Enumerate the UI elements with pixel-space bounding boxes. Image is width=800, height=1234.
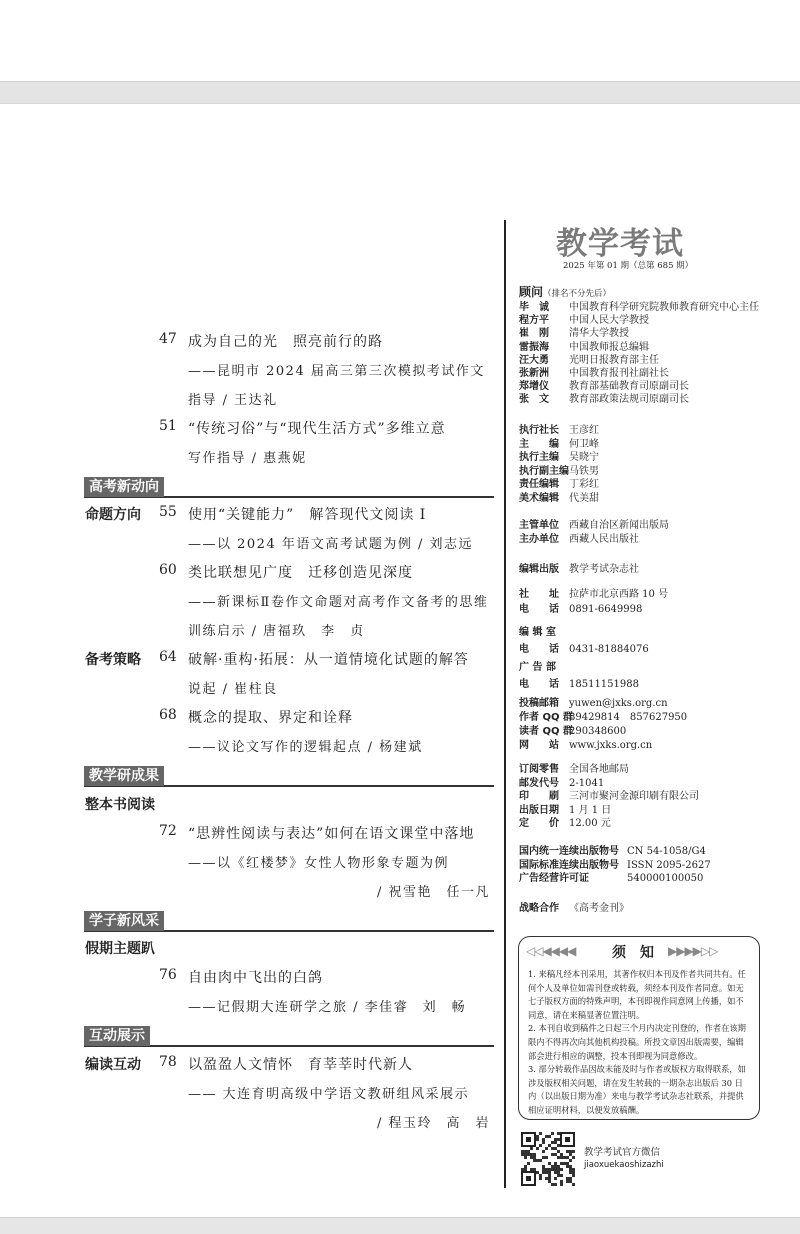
ad-tel: 18511151988 bbox=[569, 678, 639, 690]
column-divider bbox=[504, 220, 506, 1188]
advisor-label: 毕 诚 bbox=[519, 302, 549, 313]
notice-text bbox=[528, 968, 750, 1118]
contact-value: 290348600 bbox=[569, 726, 627, 737]
sponsor-row bbox=[519, 516, 669, 530]
article-author: 训练启示 / 唐福玖 李 贞 bbox=[188, 624, 365, 639]
staff-row bbox=[519, 475, 599, 489]
advisor-label: 汪大勇 bbox=[519, 354, 549, 366]
address-value: 0891-6649998 bbox=[569, 603, 643, 615]
article-title[interactable]: 类比联想见广度 迁移创造见深度 bbox=[188, 565, 413, 581]
address-label: 社 址 bbox=[519, 589, 559, 600]
advisor-row bbox=[519, 311, 789, 327]
distribution-label: 印 刷 bbox=[519, 791, 559, 803]
address-row bbox=[519, 585, 668, 600]
article-title[interactable]: 概念的提取、界定和诠释 bbox=[188, 710, 353, 726]
sponsor-label: 主管单位 bbox=[519, 520, 559, 531]
address-value: 拉萨市北京西路 10 号 bbox=[569, 589, 669, 600]
registration-label: 广告经营许可证 bbox=[519, 873, 589, 885]
publisher-value: 教学考试杂志社 bbox=[569, 564, 639, 575]
sponsor-row bbox=[519, 530, 669, 544]
distribution-row bbox=[519, 774, 699, 788]
distribution-row bbox=[519, 801, 699, 815]
address-list bbox=[519, 585, 668, 614]
category-label: 整本书阅读 bbox=[85, 797, 155, 813]
distribution-row bbox=[519, 814, 699, 828]
distribution-label: 订阅零售 bbox=[519, 764, 559, 775]
advisor-label: 郑增仪 bbox=[519, 381, 549, 393]
distribution-label: 邮发代号 bbox=[519, 777, 559, 789]
article-subtitle: ——记假期大连研学之旅 / 李佳睿 刘 畅 bbox=[188, 1000, 467, 1015]
staff-label: 美术编辑 bbox=[519, 492, 559, 504]
advisor-label: 程方平 bbox=[519, 315, 549, 327]
address-label: 电 话 bbox=[519, 603, 559, 615]
contact-label: 读者 QQ 群 bbox=[519, 726, 573, 737]
publisher-row bbox=[519, 557, 639, 576]
advisor-label: 张 文 bbox=[519, 394, 549, 406]
sponsor-label: 主办单位 bbox=[519, 533, 559, 545]
advisor-value: 中国教师报总编辑 bbox=[569, 341, 649, 353]
category-label: 编读互动 bbox=[85, 1057, 141, 1073]
section-header bbox=[84, 765, 494, 787]
registration-row bbox=[519, 842, 711, 856]
registration-row bbox=[519, 856, 711, 870]
advisor-row bbox=[519, 298, 789, 311]
left-arrows-decoration: ◁◁◀◀◀◀ bbox=[526, 944, 576, 958]
staff-row bbox=[519, 489, 599, 503]
advisor-row bbox=[519, 390, 789, 406]
page-number: 51 bbox=[159, 418, 177, 434]
staff-label: 责任编辑 bbox=[519, 479, 559, 491]
article-author: 说起 / 崔柱良 bbox=[188, 682, 278, 697]
contact-label: 网 站 bbox=[519, 740, 559, 751]
issue-number: 2025 年第 01 期（总第 685 期） bbox=[563, 261, 694, 271]
sponsor-value: 西藏人民出版社 bbox=[569, 533, 639, 545]
section-title: 高考新动向 bbox=[84, 477, 164, 497]
article-subtitle: —— 大连育明高级中学语文教研组风采展示 bbox=[188, 1087, 470, 1102]
article-title[interactable]: 使用“关键能力” 解答现代文阅读 I bbox=[188, 507, 427, 523]
contact-list bbox=[519, 694, 687, 750]
notice-title: 须 知 bbox=[612, 945, 654, 961]
advisor-value: 中国人民大学教授 bbox=[569, 315, 649, 327]
staff-label: 执行社长 bbox=[519, 425, 559, 436]
page-number: 78 bbox=[159, 1054, 177, 1070]
notice-item: 2. 本刊自收到稿件之日起三个月内决定刊登的，作者在该期限内不得再次向其他机构投稿。所投文章因出版需要，编辑部会进行相应的调整，投本刊即视为同意修改。 bbox=[528, 1023, 746, 1061]
office-tel-label: 电 话 bbox=[519, 643, 559, 655]
staff-value: 何卫峰 bbox=[569, 438, 599, 450]
advisor-label: 张新洲 bbox=[519, 367, 549, 379]
article-author: / 祝雪艳 任一凡 bbox=[376, 885, 490, 900]
article-subtitle: ——新课标Ⅱ卷作文命题对高考作文备考的思维 bbox=[188, 595, 489, 610]
top-toolbar-strip bbox=[0, 81, 800, 104]
partner-label: 战略合作 bbox=[519, 903, 559, 914]
contact-value: yuwen@jxks.org.cn bbox=[569, 698, 668, 709]
wechat-label: 教学考试官方微信 bbox=[584, 1147, 661, 1158]
section-title: 互动展示 bbox=[84, 1026, 150, 1046]
staff-row bbox=[519, 462, 599, 476]
section-header bbox=[84, 910, 494, 932]
distribution-list bbox=[519, 760, 699, 828]
staff-value: 王彦红 bbox=[569, 425, 599, 436]
advisor-value: 中国教育科学研究院教师教育研究中心主任 bbox=[569, 302, 759, 313]
staff-row bbox=[519, 435, 599, 449]
staff-value: 丁彩红 bbox=[569, 479, 599, 491]
registration-value: ISSN 2095-2627 bbox=[627, 859, 711, 871]
registration-value: CN 54-1058/G4 bbox=[627, 846, 706, 857]
sponsor-list bbox=[519, 516, 669, 543]
bottom-toolbar-strip bbox=[0, 1217, 800, 1234]
contact-value: 89429814 857627950 bbox=[569, 712, 688, 723]
staff-value: 代美甜 bbox=[569, 492, 599, 504]
article-title[interactable]: 自由肉中飞出的白鸽 bbox=[188, 970, 323, 986]
wechat-id: jiaoxuekaoshizazhi bbox=[584, 1160, 664, 1170]
article-subtitle: ——以 2024 年语文高考试题为例 / 刘志远 bbox=[188, 537, 473, 552]
distribution-value: 12.00 元 bbox=[569, 818, 611, 830]
contact-row bbox=[519, 722, 687, 736]
page-number: 55 bbox=[159, 504, 177, 520]
staff-value: 吴晓宁 bbox=[569, 452, 599, 464]
advisor-value: 教育部政策法规司原副司长 bbox=[569, 394, 689, 406]
page-number: 47 bbox=[159, 331, 177, 347]
advisor-row bbox=[519, 324, 789, 340]
contact-label: 作者 QQ 群 bbox=[519, 712, 573, 723]
contact-row bbox=[519, 708, 687, 722]
office-contacts bbox=[519, 626, 649, 691]
contact-row bbox=[519, 736, 687, 750]
distribution-label: 定 价 bbox=[519, 818, 559, 830]
article-author: 指导 / 王达礼 bbox=[188, 393, 278, 408]
wechat-qr-code[interactable] bbox=[521, 1132, 575, 1186]
section-title: 教学研成果 bbox=[84, 766, 164, 786]
advisor-label: 崔 刚 bbox=[519, 328, 549, 340]
office-tel: 0431-81884076 bbox=[569, 643, 649, 655]
registration-numbers bbox=[519, 842, 711, 883]
partner-row bbox=[519, 896, 629, 915]
page-number: 72 bbox=[159, 823, 177, 839]
article-title[interactable]: 破解·重构·拓展：从一道情境化试题的解答 bbox=[188, 652, 469, 668]
distribution-row bbox=[519, 787, 699, 801]
article-title[interactable]: “传统习俗”与“现代生活方式”多维立意 bbox=[188, 421, 446, 437]
page-number: 68 bbox=[159, 707, 177, 723]
magazine-logo: 教学考试 bbox=[556, 226, 684, 262]
distribution-label: 出版日期 bbox=[519, 804, 559, 816]
notice-item: 1. 来稿凡经本刊采用，其著作权归本刊及作者共同共有。任何个人及单位如需刊登或转载，须经本刊及作者同意。如无七子版权方面的特殊声明，本刊即视作同意网上传播，如不同意，请在来稿显著位置注明。 bbox=[528, 969, 746, 1020]
address-row bbox=[519, 600, 668, 615]
contact-row bbox=[519, 694, 687, 708]
page-number: 60 bbox=[159, 562, 177, 578]
distribution-value: 三河市聚河金源印刷有限公司 bbox=[569, 791, 699, 803]
distribution-value: 2-1041 bbox=[569, 777, 605, 789]
page-number: 76 bbox=[159, 967, 177, 983]
category-label: 备考策略 bbox=[85, 652, 141, 668]
advisors-list bbox=[519, 298, 789, 404]
category-label: 命题方向 bbox=[85, 507, 141, 523]
article-subtitle: ——议论文写作的逻辑起点 / 杨建斌 bbox=[188, 740, 423, 755]
advisors-title: 顾问 bbox=[519, 285, 544, 299]
office-label: 编 辑 室 bbox=[519, 627, 556, 638]
advisor-row bbox=[519, 377, 789, 393]
distribution-value: 全国各地邮局 bbox=[569, 764, 629, 775]
page-number: 64 bbox=[159, 649, 177, 665]
article-title[interactable]: “思辨性阅读与表达”如何在语文课堂中落地 bbox=[188, 826, 475, 842]
article-title[interactable]: 成为自己的光 照亮前行的路 bbox=[188, 334, 383, 350]
advisors-note: （排名不分先后） bbox=[543, 289, 612, 299]
article-subtitle: ——以《红楼梦》女性人物形象专题为例 bbox=[188, 856, 450, 871]
staff-list bbox=[519, 421, 599, 503]
partner-value: 《高考金刊》 bbox=[569, 903, 629, 914]
notice-item: 3. 部分转载作品因故未能及时与作者或版权方取得联系，如涉及版权相关问题，请在发生转载的一期杂志出版后 30 日内（以出版日期为准）来电与教学考试杂志社联系，并提供相应证明材料，以便发放稿酬。 bbox=[528, 1064, 746, 1115]
advisor-row bbox=[519, 364, 789, 377]
staff-row bbox=[519, 448, 599, 462]
right-arrows-decoration: ▶▶▶▶▷▷ bbox=[668, 944, 718, 958]
registration-label: 国际标准连续出版物号 bbox=[519, 859, 619, 871]
section-title: 学子新风采 bbox=[84, 911, 164, 931]
advisor-value: 光明日报教育部主任 bbox=[569, 354, 659, 366]
article-title[interactable]: 以盈盈人文情怀 育莘莘时代新人 bbox=[188, 1057, 413, 1073]
distribution-value: 1 月 1 日 bbox=[569, 804, 612, 816]
advisor-value: 中国教育报刊社副社长 bbox=[569, 367, 669, 379]
section-header bbox=[84, 476, 494, 498]
registration-row bbox=[519, 869, 711, 883]
advisor-value: 教育部基础教育司原副司长 bbox=[569, 381, 689, 393]
ad-dept-label: 广 告 部 bbox=[519, 662, 556, 673]
article-author: / 程玉玲 高 岩 bbox=[376, 1116, 490, 1131]
category-label: 假期主题趴 bbox=[85, 941, 155, 957]
contact-value: www.jxks.org.cn bbox=[569, 740, 653, 751]
advisor-row bbox=[519, 351, 789, 364]
section-header bbox=[84, 1025, 494, 1047]
staff-value: 马铁男 bbox=[569, 465, 599, 477]
article-subtitle: ——昆明市 2024 届高三第三次模拟考试作文 bbox=[188, 364, 485, 379]
staff-label: 执行副主编 bbox=[519, 465, 569, 477]
advisor-label: 雷振海 bbox=[519, 341, 549, 353]
staff-label: 执行主编 bbox=[519, 452, 559, 464]
staff-label: 主 编 bbox=[519, 438, 559, 450]
contact-label: 投稿邮箱 bbox=[519, 698, 559, 709]
distribution-row bbox=[519, 760, 699, 774]
article-author: 写作指导 / 惠燕妮 bbox=[188, 451, 307, 466]
advisor-value: 清华大学教授 bbox=[569, 328, 629, 340]
publisher-label: 编辑出版 bbox=[519, 564, 559, 575]
registration-value: 540000100050 bbox=[627, 873, 704, 885]
ad-tel-label: 电 话 bbox=[519, 678, 559, 690]
advisor-row bbox=[519, 338, 789, 351]
registration-label: 国内统一连续出版物号 bbox=[519, 846, 619, 857]
staff-row bbox=[519, 421, 599, 435]
sponsor-value: 西藏自治区新闻出版局 bbox=[569, 520, 669, 531]
